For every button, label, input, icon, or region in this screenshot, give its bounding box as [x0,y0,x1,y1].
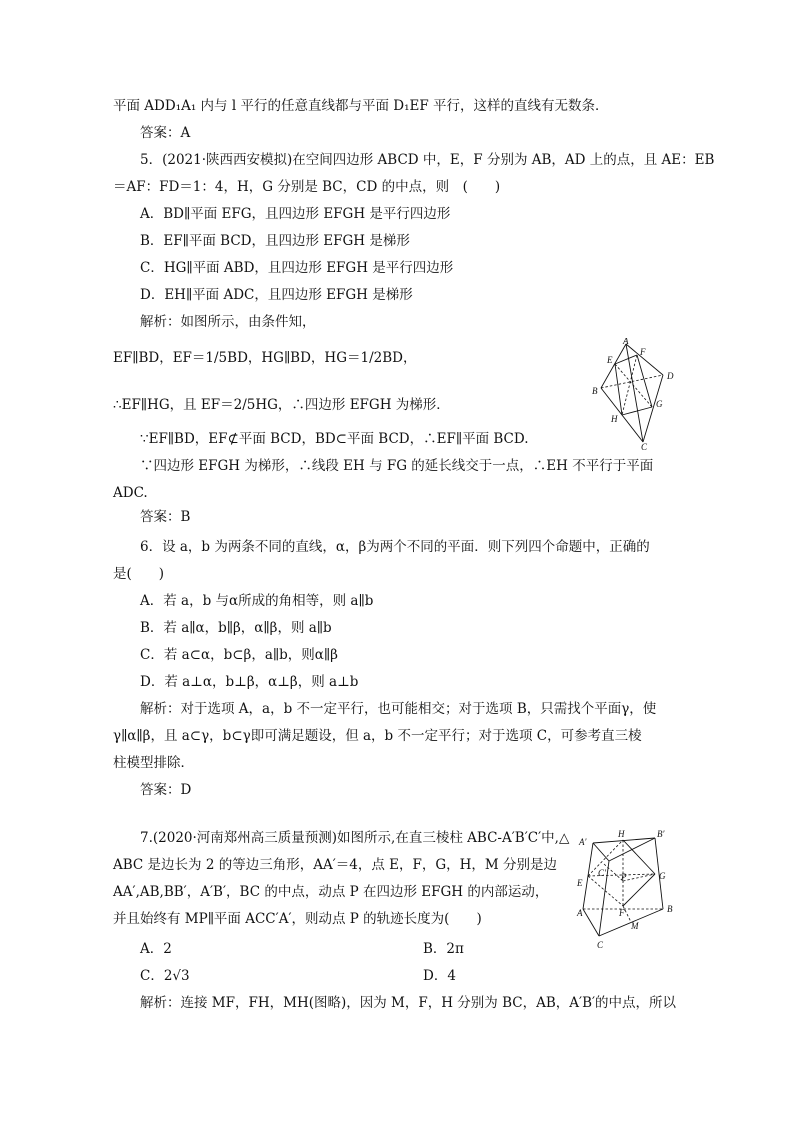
solution-line: ∵四边形 EFGH 为梯形，∴线段 EH 与 FG 的延长线交于一点，∴EH 不平行于平面 [140,458,654,474]
option-b: B．EF∥平面 BCD，且四边形 EFGH 是梯形 [140,233,410,249]
answer-line: 答案：B [140,509,191,525]
question-7-stem: AA′,AB,BB′，A′B′，BC 的中点，动点 P 在四边形 EFGH 的内部运动， [113,884,549,900]
label-b-prime: B′ [657,829,665,839]
label-c: C [641,442,648,450]
label-c-prime: C′ [598,868,606,878]
text-line: 平面 ADD₁A₁ 内与 l 平行的任意直线都与平面 D₁EF 平行，这样的直线有无数条． [113,98,609,114]
option-d: D．若 a⊥α，b⊥β，α⊥β，则 a⊥b [140,674,359,690]
solution-line: 解析：如图所示，由条件知， [140,314,316,330]
label-a: A [623,338,629,346]
solution-line: 解析：连接 MF，FH，MH(图略)，因为 M，F，H 分别为 BC，AB，A′B′的中点，所以 [140,995,677,1011]
question-5-stem: 5．(2021·陕西西安模拟)在空间四边形 ABCD 中，E，F 分别为 AB，AD 上的点，且 AE：EB [140,152,715,168]
label-f: F [619,908,625,918]
answer-line: 答案：A [140,125,191,141]
option-a: A．2 [140,941,172,957]
label-h: H [618,829,625,839]
solution-line: γ∥α∥β，且 a⊂γ，b⊂γ即可满足题设，但 a，b 不一定平行；对于选项 C，可参考直三棱 [113,728,642,744]
label-a-prime: A′ [579,837,587,847]
label-e: E [607,355,613,365]
option-c: C．若 a⊂α，b⊂β，a∥b，则α∥β [140,647,338,663]
question-6-stem: 6．设 a，b 为两条不同的直线，α，β为两个不同的平面．则下列四个命题中，正确的 [140,539,650,555]
option-c: C．2√3 [140,968,190,984]
label-g: G [659,871,666,881]
label-b: B [592,386,598,396]
option-b: B．若 a∥α，b∥β，α∥β，则 a∥b [140,620,332,636]
label-e: E [577,878,583,888]
solution-line: ∵EF∥BD，EF⊄平面 BCD，BD⊂平面 BCD，∴EF∥平面 BCD. [140,431,529,447]
solution-line: EF∥BD，EF＝1/5BD，HG∥BD，HG＝1/2BD， [113,350,417,366]
prism-figure [575,826,681,954]
label-b: B [667,904,673,914]
label-c: C [597,940,604,950]
label-m: M [631,921,639,931]
label-a: A [577,908,583,918]
option-a: A．BD∥平面 EFG，且四边形 EFGH 是平行四边形 [140,206,451,222]
question-7-stem: 并且始终有 MP∥平面 ACC′A′，则动点 P 的轨迹长度为( ) [113,911,482,927]
option-d: D．4 [423,968,456,984]
answer-line: 答案：D [140,782,192,798]
solution-line: ∴EF∥HG，且 EF＝2/5HG，∴四边形 EFGH 为梯形． [113,397,450,413]
label-d: D [667,371,674,381]
question-6-stem: 是( ) [113,566,165,582]
option-c: C．HG∥平面 ABD，且四边形 EFGH 是平行四边形 [140,260,454,276]
label-f: F [640,347,646,357]
option-a: A．若 a，b 与α所成的角相等，则 a∥b [140,593,374,609]
label-p: P [621,872,627,882]
question-7-stem: ABC 是边长为 2 的等边三角形，AA′＝4，点 E，F，G，H，M 分别是边 [113,857,558,873]
solution-line: ADC. [113,485,148,501]
tetrahedron-figure [585,338,685,450]
solution-line: 解析：对于选项 A，a，b 不一定平行，也可能相交；对于选项 B，只需找个平面γ，使 [140,701,657,717]
label-h: H [611,414,618,424]
question-5-stem: ＝AF：FD＝1：4，H，G 分别是 BC，CD 的中点，则 ( ) [113,179,501,195]
label-g: G [656,399,663,409]
option-b: B．2π [423,941,464,957]
question-7-stem: 7.(2020·河南郑州高三质量预测)如图所示,在直三棱柱 ABC-A′B′C′中,△ [140,830,570,846]
option-d: D．EH∥平面 ADC，且四边形 EFGH 是梯形 [140,287,413,303]
solution-line: 柱模型排除． [113,755,194,771]
